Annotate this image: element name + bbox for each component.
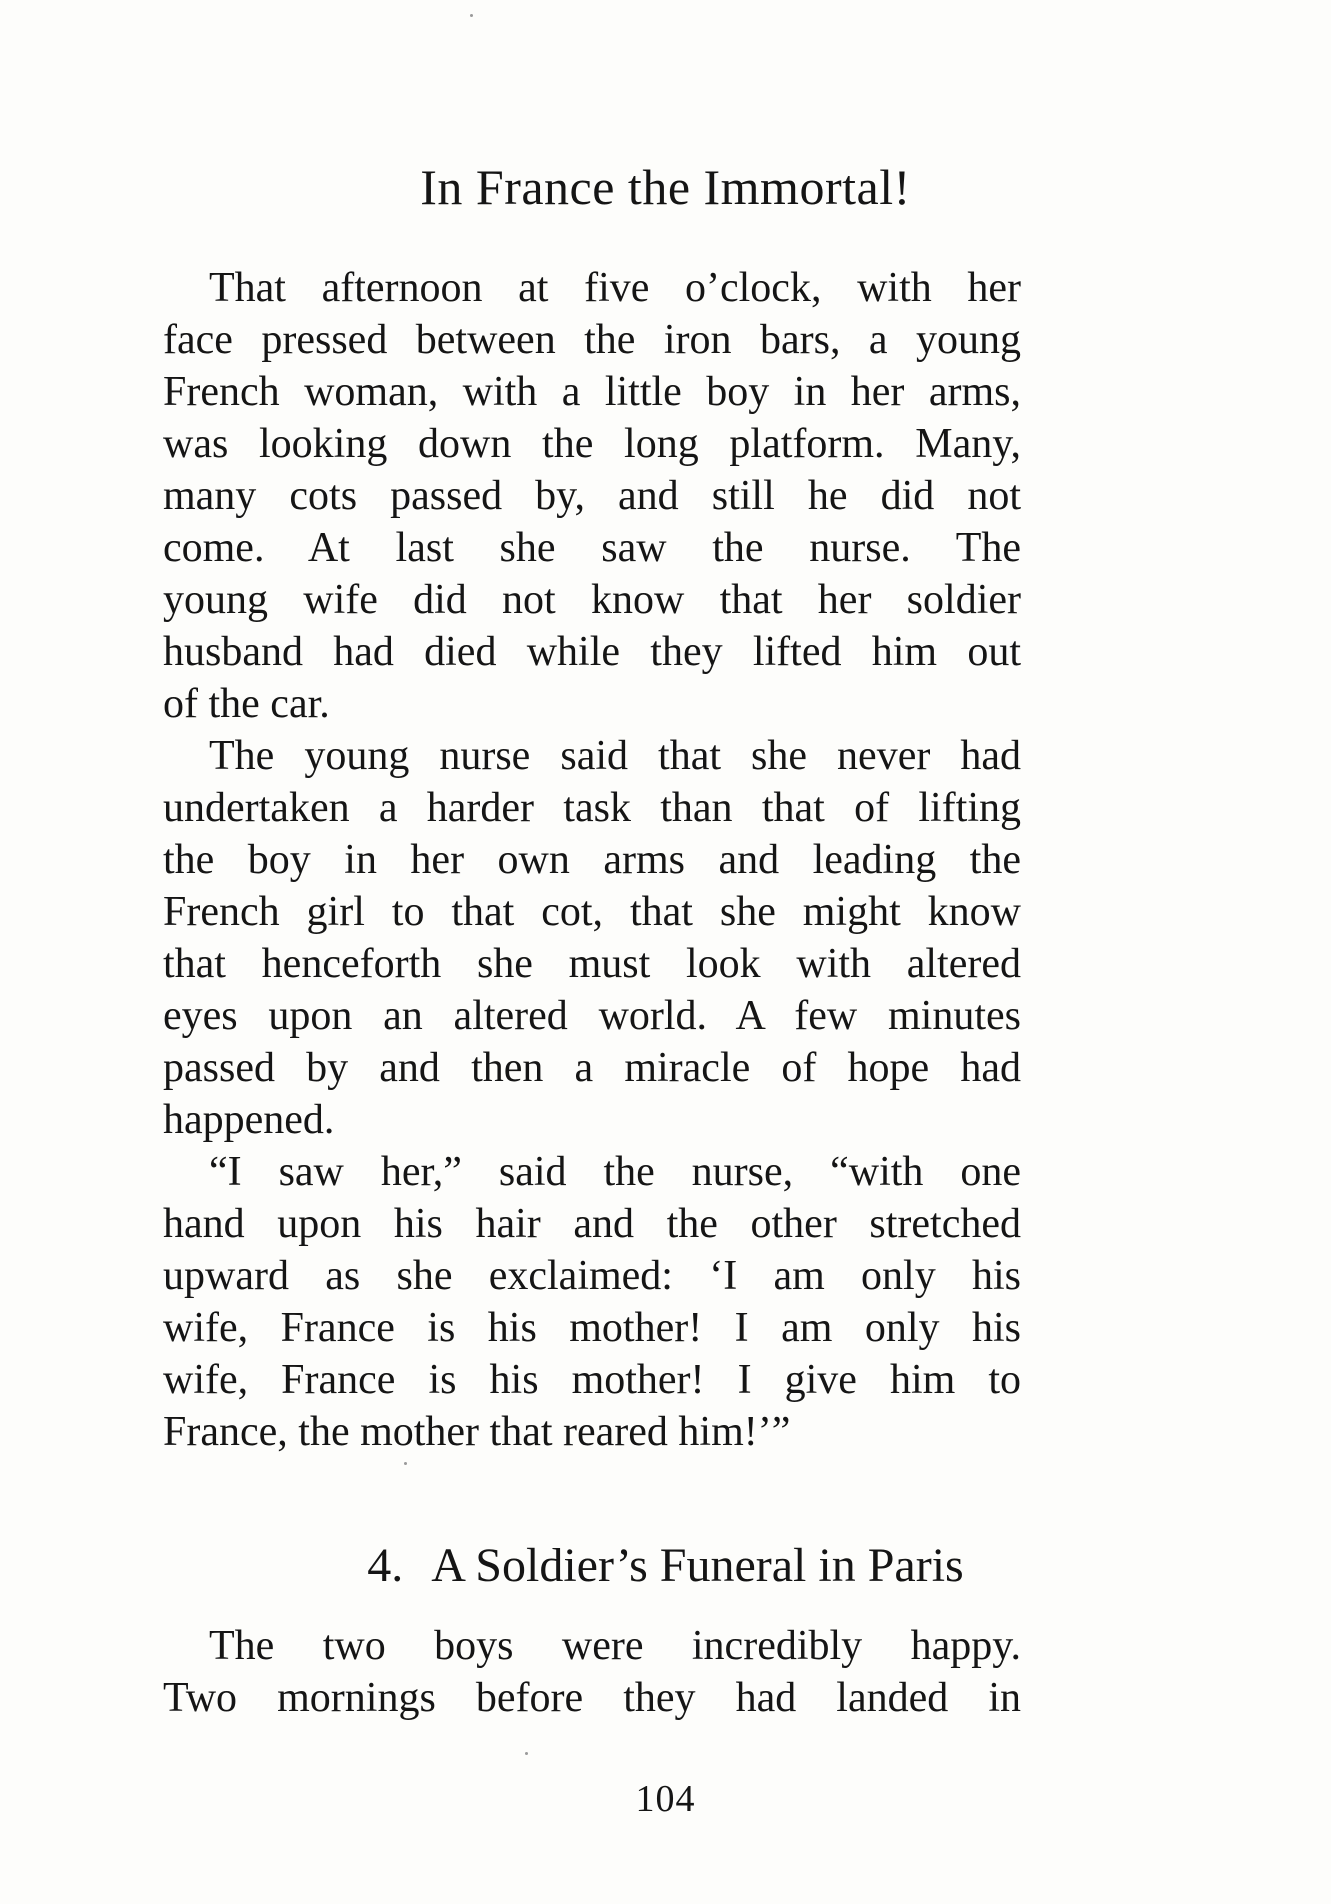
text-line: upward as she exclaimed: ‘I am only his: [163, 1253, 1021, 1299]
text-line: the boy in her own arms and leading the: [163, 837, 1021, 883]
paragraph-1: [163, 262, 1021, 730]
text-line: happened.: [163, 1097, 335, 1143]
text-line: face pressed between the iron bars, a young: [163, 317, 1021, 363]
paper-speck: [525, 1752, 528, 1755]
text-line: come. At last she saw the nurse. The: [163, 525, 1021, 571]
text-line: wife, France is his mother! I give him to: [163, 1357, 1021, 1403]
text-line: French woman, with a little boy in her arms,: [163, 369, 1021, 415]
text-line: eyes upon an altered world. A few minutes: [163, 993, 1021, 1039]
paragraph-3: [163, 1146, 1021, 1458]
section-number: 4.: [367, 1539, 404, 1592]
paragraph-2: [163, 730, 1021, 1146]
text-line: wife, France is his mother! I am only his: [163, 1305, 1021, 1351]
text-line: France, the mother that reared him!’”: [163, 1409, 791, 1455]
running-head: In France the Immortal!: [420, 159, 911, 215]
text-line: husband had died while they lifted him out: [163, 629, 1021, 675]
text-line: young wife did not know that her soldier: [163, 577, 1021, 623]
text-line: That afternoon at five o’clock, with her: [209, 265, 1021, 311]
text-line: “I saw her,” said the nurse, “with one: [209, 1149, 1021, 1195]
text-line: Two mornings before they had landed in: [163, 1675, 1021, 1721]
text-line: The young nurse said that she never had: [209, 733, 1021, 779]
text-line: that henceforth she must look with altered: [163, 941, 1021, 987]
section-paragraph: [163, 1620, 1021, 1724]
paper-speck: [470, 14, 473, 17]
text-line: passed by and then a miracle of hope had: [163, 1045, 1021, 1091]
text-line: The two boys were incredibly happy.: [209, 1623, 1021, 1669]
text-line: hand upon his hair and the other stretched: [163, 1201, 1021, 1247]
text-line: French girl to that cot, that she might know: [163, 889, 1021, 935]
section-title: A Soldier’s Funeral in Paris: [431, 1539, 964, 1592]
text-line: undertaken a harder task than that of lifting: [163, 785, 1021, 831]
text-line: many cots passed by, and still he did not: [163, 473, 1021, 519]
text-line: was looking down the long platform. Many,: [163, 421, 1021, 467]
section-heading: [0, 1538, 1331, 1593]
page-number: 104: [635, 1778, 696, 1820]
paper-speck: [404, 1462, 407, 1465]
text-line: of the car.: [163, 681, 330, 727]
